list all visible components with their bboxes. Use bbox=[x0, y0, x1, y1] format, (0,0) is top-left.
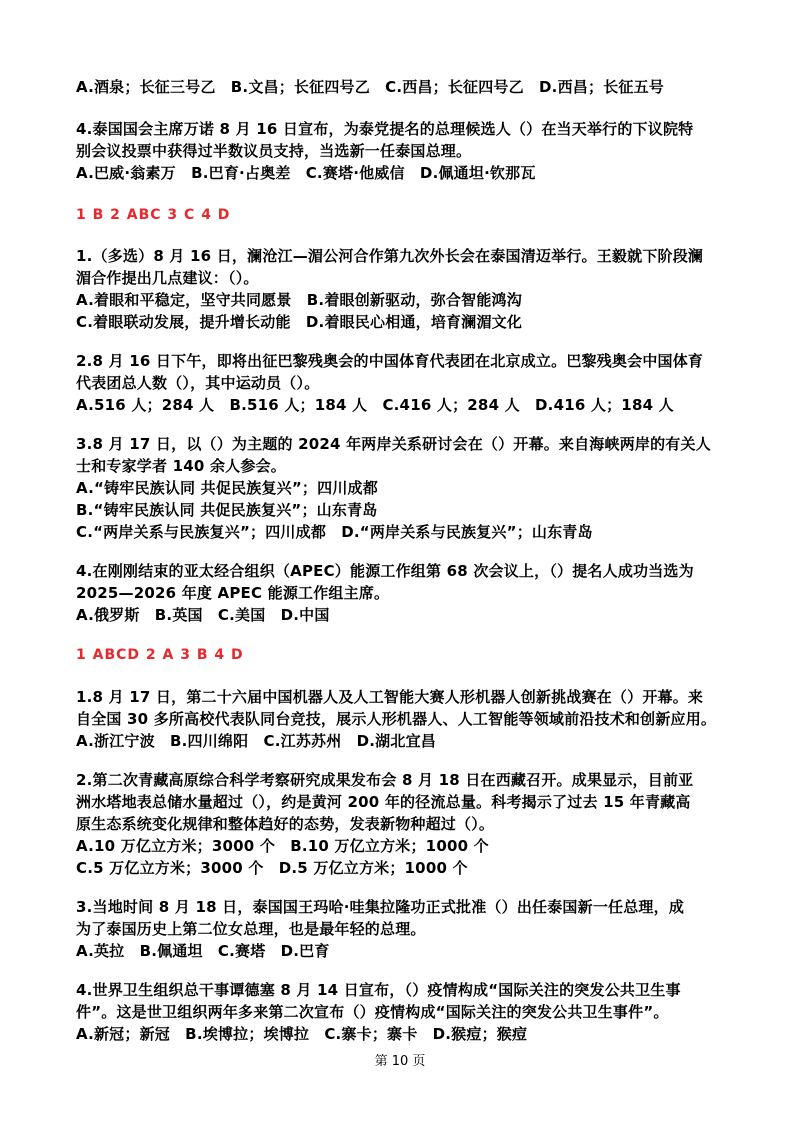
text-line: A.“铸牢民族认同 共促民族复兴”；四川成都 bbox=[76, 479, 378, 497]
text-line: B.“铸牢民族认同 共促民族复兴”；山东青岛 bbox=[76, 501, 378, 519]
answer-key: 1 B 2 ABC 3 C 4 D bbox=[76, 207, 231, 223]
text-line: 湄合作提出几点建议：（）。 bbox=[76, 269, 259, 287]
text-line: 别会议投票中获得过半数议员支持，当选新一任泰国总理。 bbox=[76, 142, 472, 160]
text-line: A.着眼和平稳定，坚守共同愿景 B.着眼创新驱动，弥合智能鸿沟 bbox=[76, 291, 522, 309]
text-line: C.着眼联动发展，提升增长动能 D.着眼民心相通，培育澜湄文化 bbox=[76, 313, 523, 331]
text-line: A.俄罗斯 B.英国 C.美国 D.中国 bbox=[76, 606, 330, 624]
text-line: 1.（多选）8 月 16 日，澜沧江—湄公河合作第九次外长会在泰国清迈举行。王毅就下阶段澜 bbox=[76, 247, 704, 265]
text-line: 件”。这是世卫组织两年多来第二次宣布（）疫情构成“国际关注的突发公共卫生事件”。 bbox=[76, 1003, 669, 1021]
text-line: A.浙江宁波 B.四川绵阳 C.江苏苏州 D.湖北宜昌 bbox=[76, 732, 436, 750]
text-line: A.516 人；284 人 B.516 人；184 人 C.416 人；284 人 D.416 人；184 人 bbox=[76, 396, 674, 414]
text-line: 4.在刚刚结束的亚太经合组织（APEC）能源工作组第 68 次会议上，（）提名人成功当选为 bbox=[76, 562, 694, 580]
text-line: 洲水塔地表总储水量超过（），约是黄河 200 年的径流总量。科考揭示了过去 15 年青藏高 bbox=[76, 793, 691, 811]
text-line: 1.8 月 17 日，第二十六届中国机器人及人工智能大赛人形机器人创新挑战赛在（）开幕。来 bbox=[76, 688, 704, 706]
text-line: A.巴威·翁素万 B.巴育·占奥差 C.赛塔·他威信 D.佩通坦·钦那瓦 bbox=[76, 164, 536, 182]
text-line: A.酒泉；长征三号乙 B.文昌；长征四号乙 C.西昌；长征四号乙 D.西昌；长征五号 bbox=[76, 78, 664, 96]
answer-key: 1 ABCD 2 A 3 B 4 D bbox=[76, 647, 244, 663]
text-line: 2.第二次青藏高原综合科学考察研究成果发布会 8 月 18 日在西藏召开。成果显示，目前亚 bbox=[76, 771, 694, 789]
text-line: 4.泰国国会主席万诺 8 月 16 日宣布，为泰党提名的总理候选人（）在当天举行的下议院特 bbox=[76, 120, 694, 138]
text-line: A.10 万亿立方米；3000 个 B.10 万亿立方米；1000 个 bbox=[76, 837, 489, 855]
text-line: 原生态系统变化规律和整体趋好的态势，发表新物种超过（）。 bbox=[76, 815, 495, 833]
text-line: 自全国 30 多所高校代表队同台竞技，展示人形机器人、人工智能等领域前沿技术和创新应用。 bbox=[76, 710, 717, 728]
text-line: 2025—2026 年度 APEC 能源工作组主席。 bbox=[76, 584, 390, 602]
text-line: 代表团总人数（），其中运动员（）。 bbox=[76, 374, 320, 392]
text-line: 3.8 月 17 日，以（）为主题的 2024 年两岸关系研讨会在（）开幕。来自海峡两岸的有关人 bbox=[76, 435, 711, 453]
text-line: C.“两岸关系与民族复兴”；四川成都 D.“两岸关系与民族复兴”；山东青岛 bbox=[76, 523, 593, 541]
text-line: 士和专家学者 140 余人参会。 bbox=[76, 457, 286, 475]
text-line: 3.当地时间 8 月 18 日，泰国国王玛哈·哇集拉隆功正式批准（）出任泰国新一任总理，成 bbox=[76, 898, 685, 916]
text-line: 为了泰国历史上第二位女总理，也是最年轻的总理。 bbox=[76, 920, 426, 938]
page-number: 第 10 页 bbox=[374, 1054, 426, 1069]
text-line: A.新冠；新冠 B.埃博拉；埃博拉 C.寨卡；寨卡 D.猴痘；猴痘 bbox=[76, 1025, 528, 1043]
text-line: A.英拉 B.佩通坦 C.赛塔 D.巴育 bbox=[76, 942, 330, 960]
text-line: 2.8 月 16 日下午，即将出征巴黎残奥会的中国体育代表团在北京成立。巴黎残奥会中国体育 bbox=[76, 352, 704, 370]
text-line: C.5 万亿立方米；3000 个 D.5 万亿立方米；1000 个 bbox=[76, 859, 468, 877]
text-line: 4.世界卫生组织总干事谭德塞 8 月 14 日宣布，（）疫情构成“国际关注的突发公共卫生事 bbox=[76, 981, 681, 999]
